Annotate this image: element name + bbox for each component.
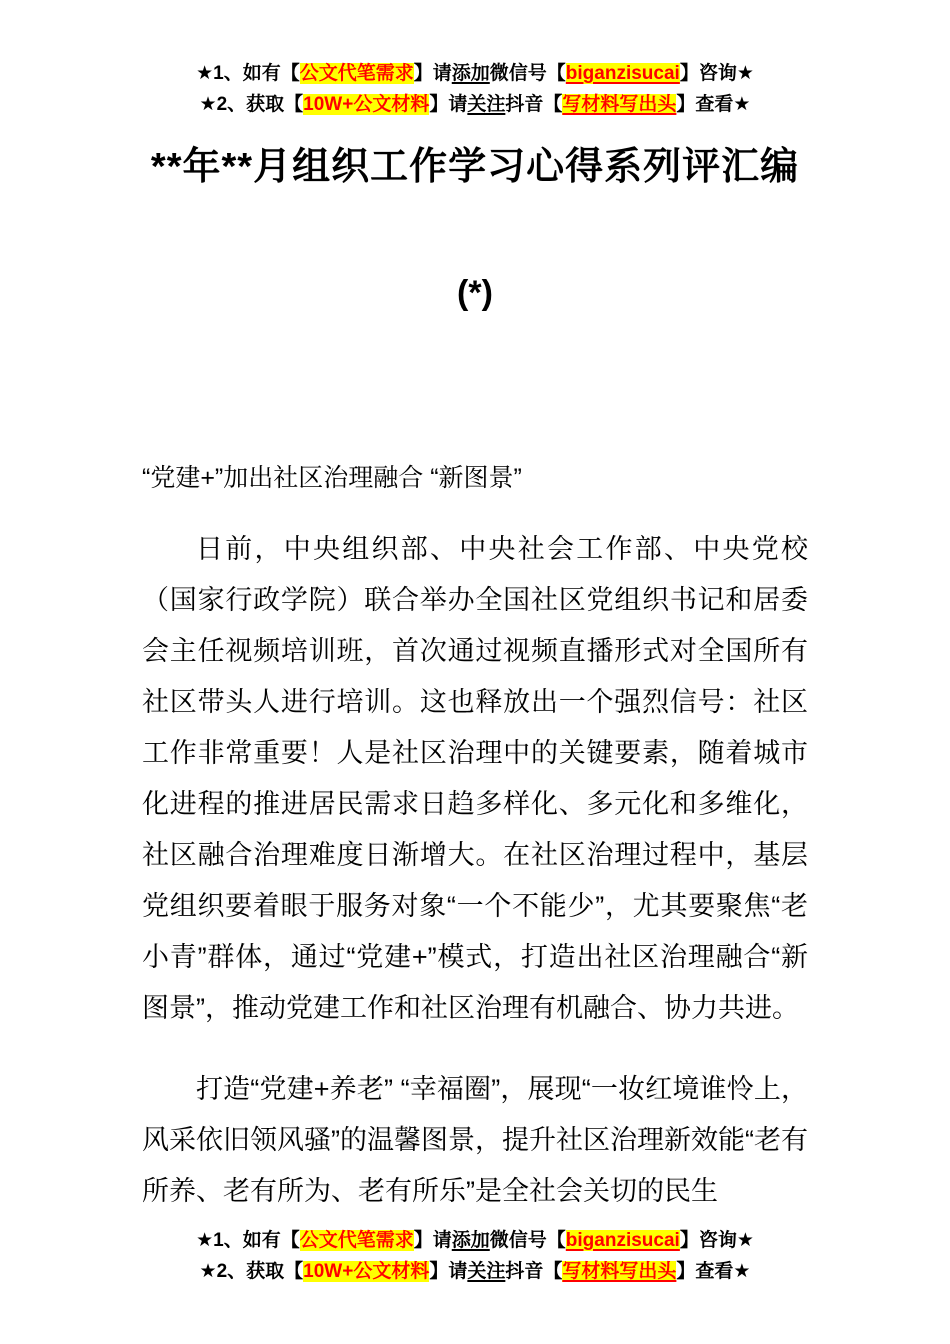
text-segment: 公文代笔需求 bbox=[299, 1230, 414, 1251]
article-body bbox=[142, 458, 808, 1217]
section-heading: “党建+”加出社区治理融合 “新图景” bbox=[142, 464, 522, 492]
star-icon: ★ bbox=[736, 63, 754, 84]
notice-line-1 bbox=[142, 1225, 808, 1256]
notice-line-2 bbox=[142, 1256, 808, 1287]
notice-line-2 bbox=[142, 89, 808, 120]
text-segment: 】咨询 bbox=[679, 63, 737, 84]
footer-notice bbox=[142, 1225, 808, 1287]
text-segment: biganzisucai bbox=[565, 63, 680, 84]
text-segment: 关注 bbox=[467, 1261, 506, 1282]
text-segment: 写材料写出头 bbox=[562, 94, 677, 115]
text-segment: 】请 bbox=[429, 94, 468, 115]
star-icon: ★ bbox=[733, 1261, 751, 1282]
text-segment: 抖音【 bbox=[505, 1261, 563, 1282]
text-segment: 1、如有【 bbox=[213, 63, 300, 84]
header-notice bbox=[142, 58, 808, 120]
text-segment: 微信号【 bbox=[489, 63, 566, 84]
text-segment: 微信号【 bbox=[489, 1230, 566, 1251]
text-segment: 】查看 bbox=[676, 1261, 734, 1282]
text-segment: 1、如有【 bbox=[213, 1230, 300, 1251]
text-segment: 抖音【 bbox=[505, 94, 563, 115]
paragraph-1: 日前，中央组织部、中央社会工作部、中央党校（国家行政学院）联合举办全国社区党组织书记和居委会主任视频培训班，首次通过视频直播形式对全国所有社区带头人进行培训。这也释放出一个强烈信号：社区工作非常重要！人是社区治理中的关键要素，随着城市化进程的推进居民需求日趋多样化、多元化和多维化，社区融合治理难度日渐增大。在社区治理过程中，基层党组织要着眼于服务对象“一个不能少”，尤其要聚焦“老小青”群体，通过“党建+”模式，打造出社区治理融合“新图景”，推动党建工作和社区治理有机融合、协力共进。 bbox=[142, 534, 808, 1023]
text-segment: 】请 bbox=[429, 1261, 468, 1282]
star-icon: ★ bbox=[196, 1230, 214, 1251]
star-icon: ★ bbox=[199, 1261, 217, 1282]
document-subtitle: (*) bbox=[457, 274, 493, 312]
text-segment: 2、获取【 bbox=[216, 94, 304, 115]
text-segment: 】查看 bbox=[676, 94, 734, 115]
star-icon: ★ bbox=[733, 94, 751, 115]
text-segment: 关注 bbox=[467, 94, 506, 115]
paragraph-2: 打造“党建+养老” “幸福圈”，展现“一妆红境谁怜上，风采依旧领风骚”的温馨图景，提升社区治理新效能“老有所养、老有所为、老有所乐”是全社会关切的民生 bbox=[142, 1074, 808, 1206]
document-title: **年**月组织工作学习心得系列评汇编 bbox=[150, 146, 800, 188]
notice-line-1 bbox=[142, 58, 808, 89]
text-segment: 公文代笔需求 bbox=[299, 63, 414, 84]
star-icon: ★ bbox=[199, 94, 217, 115]
text-segment: 10W+公文材料 bbox=[303, 94, 430, 115]
text-segment: 】咨询 bbox=[679, 1230, 737, 1251]
text-segment: 10W+公文材料 bbox=[303, 1261, 430, 1282]
star-icon: ★ bbox=[736, 1230, 754, 1251]
text-segment: 2、获取【 bbox=[216, 1261, 304, 1282]
text-segment: biganzisucai bbox=[565, 1230, 680, 1251]
text-segment: 添加 bbox=[451, 1230, 490, 1251]
star-icon: ★ bbox=[196, 63, 214, 84]
text-segment: 添加 bbox=[451, 63, 490, 84]
text-segment: 写材料写出头 bbox=[562, 1261, 677, 1282]
text-segment: 】请 bbox=[413, 63, 452, 84]
text-segment: 】请 bbox=[413, 1230, 452, 1251]
